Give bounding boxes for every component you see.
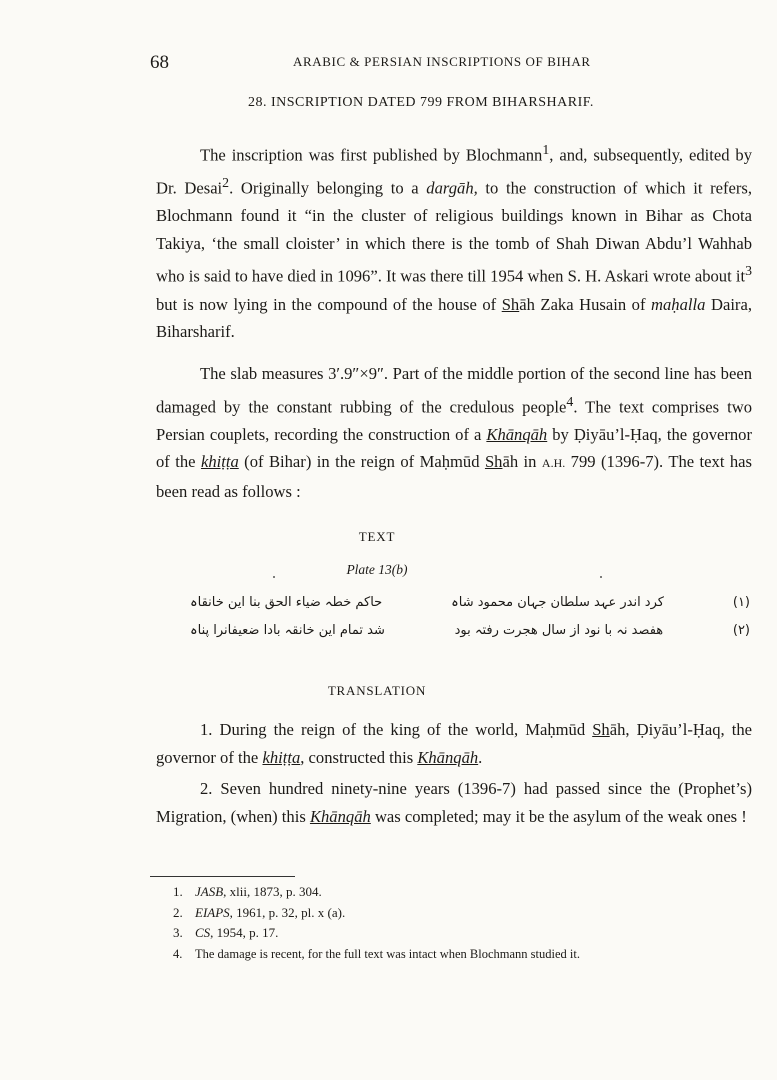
persian-inscription-text	[190, 588, 750, 644]
footnotes	[173, 882, 580, 964]
inscription-line	[190, 616, 750, 644]
second-hemistich: حاکم خطہ ضیاء الحق بنا این خانقاہ	[190, 594, 383, 610]
inscription-line	[190, 588, 750, 616]
line-number: (١)	[732, 594, 750, 610]
body-paragraph-history: The inscription was first published by Blochmann$^1$, and, subsequently, edited by Dr. Desai$^2$. Originally belonging to a dargāh, to the construction of which it refers, Blochmann found it “in the cluster of religious buildings known in Bihar as Chota Takiya, ‘the small cloister’ in which there is the tomb of Shah Diwan Abdu’l Wahhab who is said to have died in 1096”. It was there till 1954 when S. H. Askari wrote about $it^3$ but is now lying in the compound of the house of Shāh Zaka Husain of maḥalla Daira, Biharsharif.	[156, 142, 752, 342]
running-head: ARABIC & PERSIAN INSCRIPTIONS OF BIHAR	[293, 54, 591, 69]
line-number: (٢)	[732, 622, 750, 638]
footnote-ref: 1	[542, 142, 550, 157]
text-heading: TEXT	[358, 529, 396, 544]
footnote: 1. JASB, xlii, 1873, p. 304.	[173, 884, 322, 899]
first-hemistich: ھفصد نہ با نود از سال ھجرت رفتہ بود	[454, 622, 664, 638]
footnote: 4. The damage is recent, for the full text was intact when Blochmann studied it.	[173, 946, 580, 961]
translation-heading: TRANSLATION	[327, 683, 427, 698]
scan-speck	[273, 576, 275, 578]
footnote-ref: 2	[222, 175, 230, 191]
footnote: 3. CS, 1954, p. 17.	[173, 925, 279, 940]
footnote-divider	[150, 876, 295, 877]
section-title: 28. INSCRIPTION DATED 799 FROM BIHARSHARIF.	[248, 95, 594, 110]
footnote-ref: 4	[566, 393, 574, 409]
scan-speck	[600, 576, 602, 578]
page-number: 68	[150, 52, 169, 73]
translation-paragraph-2: 2. Seven hundred ninety-nine years (1396-7) had passed since the (Prophet’s) Migration, (when) this Khānqāh was completed; may it be the asylum of the weak ones !	[156, 779, 752, 826]
footnote: 2. EIAPS, 1961, p. 32, pl. x (a).	[173, 904, 346, 920]
page-header	[150, 52, 620, 76]
footnote-ref: 3	[745, 263, 752, 279]
plate-caption: Plate 13(b)	[346, 562, 408, 577]
translation-paragraph-1: 1. During the reign of the king of the world, Maḥmūd Shāh, Ḍiyāu’l-Ḥaq, the governor of the khiṭṭa, constructed this Khānqāh.	[156, 720, 752, 767]
second-hemistich: شد تمام این خانقہ بادا ضعیفانرا پناہ	[190, 622, 385, 638]
body-paragraph-description: The slab measures 3′.9″×9″. Part of the middle portion of the second line has been damaged by the constant rubbing of the credulous people$^4$. The text comprises two Persian couplets, recording the construction of a Khānqāh by Ḍiyāu’l-Ḥaq, the governor of the khiṭṭa (of Bihar) in the reign of Maḥmūd Shāh in A.H. 799 (1396-7). The text has been read as follows :	[156, 364, 753, 501]
first-hemistich: کرد اندر عہد سلطان جہان محمود شاہ	[451, 594, 664, 610]
